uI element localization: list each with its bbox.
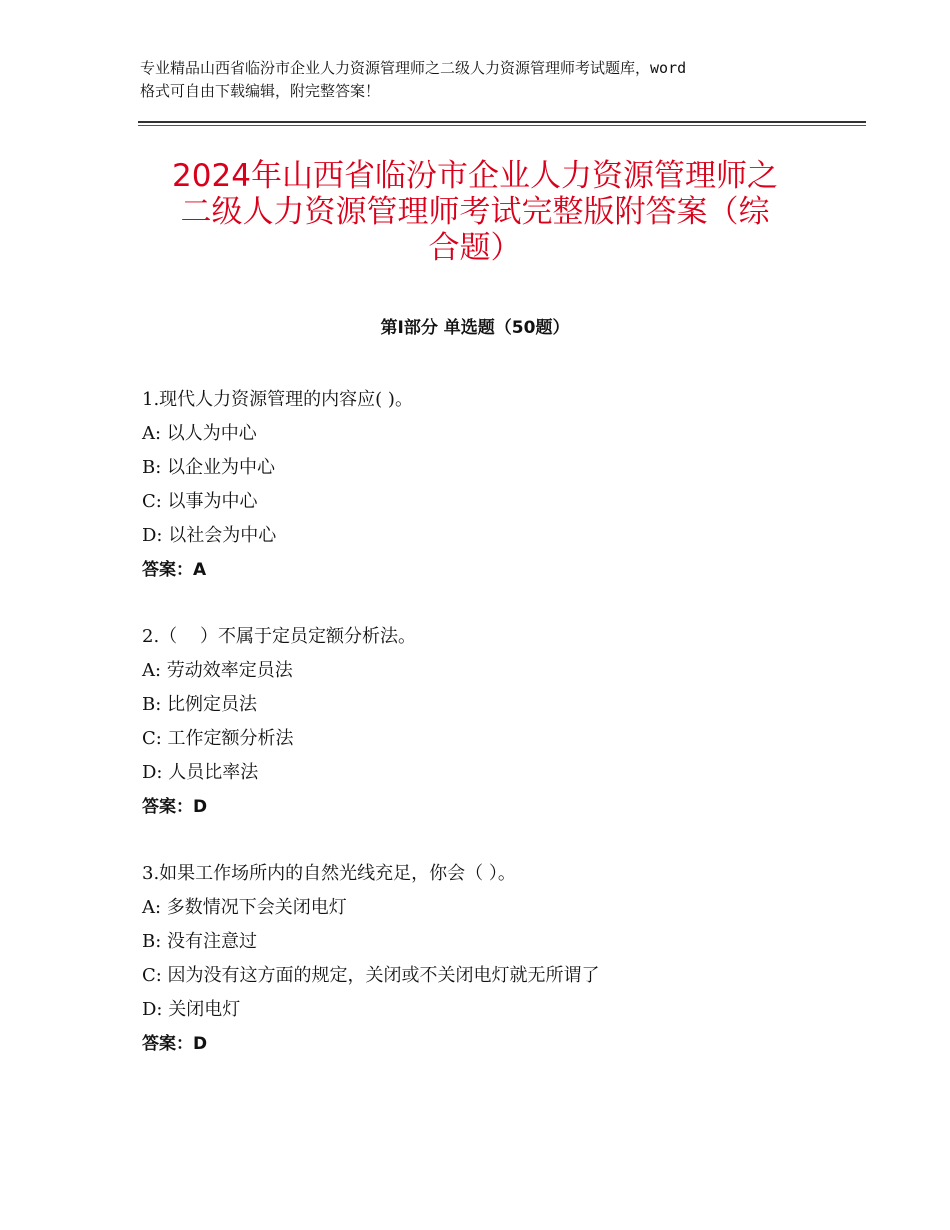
header-note-line-1: 专业精品山西省临汾市企业人力资源管理师之二级人力资源管理师考试题库，word: [140, 59, 687, 77]
option-c: C: 工作定额分析法: [142, 728, 294, 749]
document-title-line-1: 2024年山西省临汾市企业人力资源管理师之: [172, 158, 778, 194]
document-title-line-3: 合题）: [428, 230, 522, 266]
question-stem: 3.如果工作场所内的自然光线充足，你会（ ）。: [142, 863, 516, 884]
option-d: D: 关闭电灯: [142, 999, 241, 1020]
section-heading: 第Ⅰ部分 单选题（50题）: [380, 318, 570, 338]
option-d: D: 以社会为中心: [142, 525, 277, 546]
answer-label: 答案：D: [142, 797, 208, 817]
option-a: A: 多数情况下会关闭电灯: [142, 897, 347, 918]
question-1: [142, 383, 842, 587]
answer-label: 答案：D: [142, 1034, 208, 1054]
question-2: [142, 620, 842, 824]
answer-label: 答案：A: [142, 560, 207, 580]
option-a: A: 以人为中心: [142, 423, 257, 444]
option-b: B: 以企业为中心: [142, 457, 276, 478]
header-divider-thick: [138, 121, 866, 123]
header-note: [140, 57, 840, 103]
document-title-line-2: 二级人力资源管理师考试完整版附答案（综: [180, 194, 770, 230]
document-title: [120, 158, 830, 266]
option-b: B: 比例定员法: [142, 694, 258, 715]
option-c: C: 因为没有这方面的规定，关闭或不关闭电灯就无所谓了: [142, 965, 600, 986]
header-divider-thin: [138, 125, 866, 126]
header-note-line-2: 格式可自由下载编辑，附完整答案！: [140, 82, 381, 100]
option-d: D: 人员比率法: [142, 762, 259, 783]
option-a: A: 劳动效率定员法: [142, 660, 293, 681]
question-stem: 2.（ ）不属于定员定额分析法。: [142, 626, 417, 647]
option-b: B: 没有注意过: [142, 931, 258, 952]
option-c: C: 以事为中心: [142, 491, 258, 512]
question-stem: 1.现代人力资源管理的内容应( )。: [142, 389, 413, 410]
question-list: [142, 383, 842, 1094]
question-3: [142, 857, 842, 1061]
